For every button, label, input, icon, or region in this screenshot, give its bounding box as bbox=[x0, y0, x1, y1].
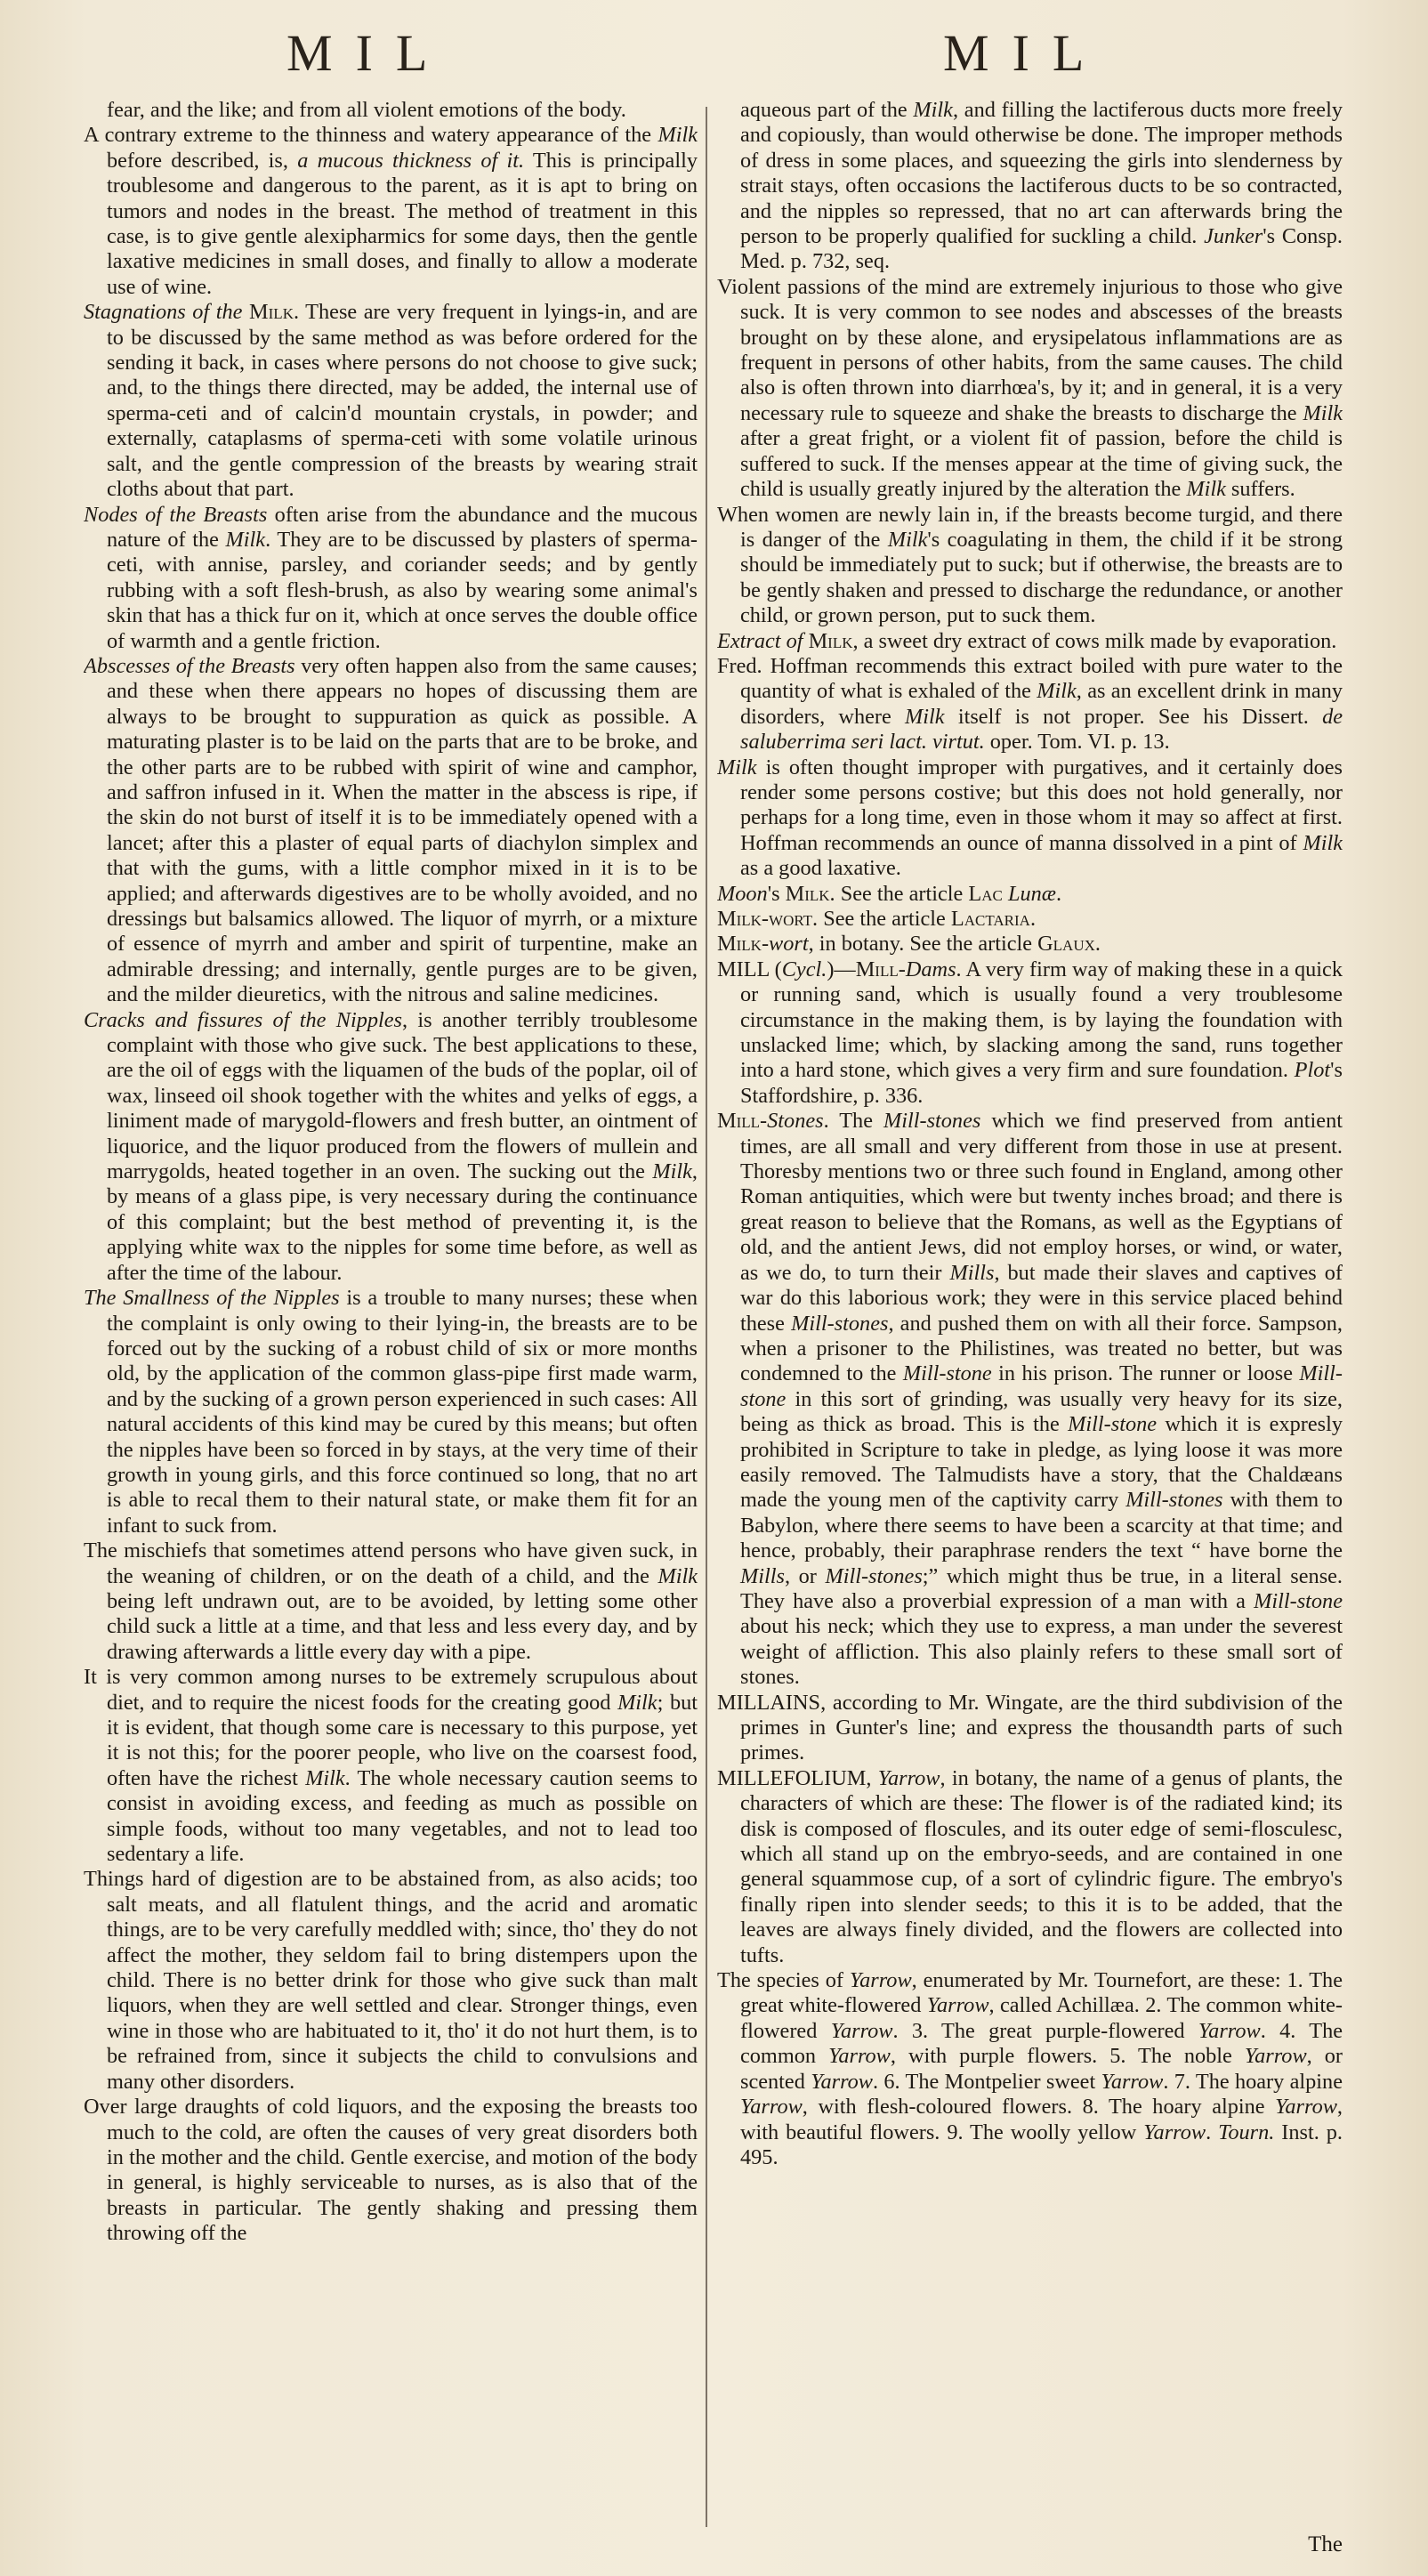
left-paragraph: A contrary extreme to the thinness and watery appearance of the Milk before described, is, a mucous thickness of it. This is principally troublesome and dangerous to the parent, as it is apt to bring on tumors and nodes in the breast. The method of treatment in this case, is to give gentle alexipharmics for some days, then the gentle laxative medicines in small doses, and finally to allow a moderate use of wine. bbox=[84, 123, 698, 299]
right-paragraph: MILLEFOLIUM, Yarrow, in botany, the name of a genus of plants, the characters of which are these: The flower is of the radiated kind; its disk is composed of floscules, and its outer edge of semi-flosculesc, which all stand up on the embryo-seeds, and are contained in one general squammose cup, of a sort of cylindric figure. The embryo's finally ripen into slender seeds; to this it is to be added, that the leaves are always finely divided, and the flowers are collected into tufts. bbox=[717, 1765, 1343, 1967]
right-text-column bbox=[717, 98, 1343, 2536]
right-paragraph: Milk-wort, in botany. See the article Glaux. bbox=[717, 932, 1101, 957]
right-paragraph: Mill-Stones. The Mill-stones which we find preserved from antient times, are all small and very different from those in use at present. Thoresby mentions two or three such found in England, among other Roman antiquities, which were but twenty inches broad; and there is great reason to believe that the Romans, as well as the Egyptians of old, and the antient Jews, did not employ horses, or wind, or water, as we do, to turn their Mills, but made their slaves and captives of war do this laborious work; they were in this service placed behind these Mill-stones, and pushed them on with all their force. Sampson, when a prisoner to the Philistines, was treated no better, but was condemned to the Mill-stone in his prison. The runner or loose Mill-stone in this sort of grinding, was usually very heavy for its size, being as thick as broad. This is the Mill-stone which it is expresly prohibited in Scripture to take in pledge, as lying loose it was more easily removed. The Talmudists have a story, that the Chaldæans made the young men of the captivity carry Mill-stones with them to Babylon, where there seems to have been a scarcity at that time; and hence, probably, their paraphrase renders the text “ have borne the Mills, or Mill-stones;” which might thus be true, in a literal sense. They have also a proverbial expression of a man with a Mill-stone about his neck; which they use to express, a man under the severest weight of affliction. This also plainly refers to these small sort of stones. bbox=[717, 1109, 1343, 1690]
left-paragraph: The Smallness of the Nipples is a trouble to many nurses; these when the complaint is only owing to their lying-in, the breasts are to be forced out by the sucking of a robust child of six or more months old, by the application of the common glass-pipe first made warm, and by the sucking of a grown person experienced in such cases: All natural accidents of this kind may be cured by this means; but often the nipples have been so forced in by stays, at the very time of their growth in young girls, and this force continued so long, that no art is able to recal them to their natural state, or make them fit for an infant to suck from. bbox=[84, 1286, 698, 1538]
left-paragraph: It is very common among nurses to be extremely scrupulous about diet, and to require the nicest foods for the creating good Milk; but it is evident, that though some care is necessary to this purpose, yet it is not this; for the poorer people, who live on the coarsest food, often have the richest Milk. The whole necessary caution seems to consist in avoiding excess, and feeding as much as possible on simple foods, without too many vegetables, and not to lead too sedentary a life. bbox=[84, 1665, 698, 1867]
right-paragraph: aqueous part of the Milk, and filling the lactiferous ducts more freely and copiously, than would otherwise be done. The improper methods of dress in some places, and squeezing the girls into slenderness by strait stays, often occasions the lactiferous ducts to be so contracted, and the nipples so repressed, that no art can afterwards bring the person to be properly qualified for suckling a child. Junker's Consp. Med. p. 732, seq. bbox=[740, 98, 1343, 274]
right-paragraph: MILLAINS, according to Mr. Wingate, are the third subdivision of the primes in Gunter's line; and express the thousandth parts of such primes. bbox=[717, 1690, 1343, 1765]
running-head-left: MIL bbox=[286, 24, 451, 82]
left-paragraph: Abscesses of the Breasts very often happen also from the same causes; and these when there appears no hopes of discussing them are always to be brought to suppuration as quick as possible. A maturating plaster is to be laid on the parts that are to be broke, and the other parts are to be rubbed with spirit of wine and camphor, and saffron infused in it. When the matter in the abscess is ripe, if the skin do not burst of itself it is to be immediately opened with a lancet; after this a plaster of equal parts of diachylon simplex and that with the gums, with a little comphor mixed in it is to be applied; and afterwards digestives are to be wholly avoided, and no dressings but balsamics allowed. The liquor of myrrh, or a mixture of essence of myrrh and amber and spirit of turpentine, make an admirable dressing; and internally, gentle purges are to be given, and the milder dieuretics, with the nitrous and saline medicines. bbox=[84, 653, 698, 1007]
left-paragraph: The mischiefs that sometimes attend persons who have given suck, in the weaning of children, or on the death of a child, and the Milk being left undrawn out, are to be avoided, by letting some other child suck a little at a time, and that less and less every day, and by drawing afterwards a little every day with a pipe. bbox=[84, 1538, 698, 1664]
right-paragraph: Milk-wort. See the article Lactaria. bbox=[717, 907, 1037, 931]
right-paragraph: The species of Yarrow, enumerated by Mr. Tournefort, are these: 1. The great white-flowered Yarrow, called Achillæa. 2. The common white-flowered Yarrow. 3. The great purple-flowered Yarrow. 4. The common Yarrow, with purple flowers. 5. The noble Yarrow, or scented Yarrow. 6. The Montpelier sweet Yarrow. 7. The hoary alpine Yarrow, with flesh-coloured flowers. 8. The hoary alpine Yarrow, with beautiful flowers. 9. The woolly yellow Yarrow. Tourn. Inst. p. 495. bbox=[717, 1968, 1343, 2169]
left-paragraph: Things hard of digestion are to be abstained from, as also acids; too salt meats, and all flatulent things, and the acrid and aromatic things, are to be very carefully meddled with; since, tho' they do not affect the mother, they seldom fail to bring distempers upon the child. There is no better drink for those who give suck than malt liquors, when they are well settled and clear. Stronger things, even wine in those who are habituated to it, tho' it do not hurt them, is to be refrained from, since it subjects the child to convulsions and many other disorders. bbox=[84, 1867, 698, 2094]
left-paragraph: Stagnations of the Milk. These are very frequent in lyings-in, and are to be discussed by the same method as was before ordered for the sending it back, in cases where persons do not choose to give suck; and, to the things there directed, may be added, the internal use of sperma-ceti and of calcin'd mountain crystals, in powder; and externally, cataplasms of sperma-ceti with some volatile urinous salt, and the gentle compression of the breasts by wearing strait cloths about that part. bbox=[84, 300, 698, 502]
right-paragraph: MILL (Cycl.)—Mill-Dams. A very firm way of making these in a quick or running sand, which is usually found a very troublesome circumstance in the making them, is by laying the foundation with unslacked lime; which, by slacking among the sand, runs together into a hard stone, which gives a very firm and sure foundation. Plot's Staffordshire, p. 336. bbox=[717, 957, 1343, 1108]
right-paragraph: Extract of Milk, a sweet dry extract of cows milk made by evaporation. bbox=[717, 628, 1337, 653]
right-paragraph: Milk is often thought improper with purgatives, and it certainly does render some persons costive; but this does not hold generally, nor perhaps for a long time, even in those whom it may so affect at first. Hoffman recommends an ounce of manna dissolved in a pint of Milk as a good laxative. bbox=[717, 755, 1343, 881]
catchword: The bbox=[1308, 2532, 1343, 2556]
right-paragraph: When women are newly lain in, if the breasts become turgid, and there is danger of the Milk's coagulating in them, the child if it be strong should be immediately put to suck; but if otherwise, the breasts are to be gently shaken and pressed to discharge the redundance, or another child, or grown person, put to suck them. bbox=[717, 502, 1343, 628]
running-head-right: MIL bbox=[943, 24, 1108, 82]
left-paragraph: Nodes of the Breasts often arise from the abundance and the mucous nature of the Milk. They are to be discussed by plasters of sperma-ceti, with annise, parsley, and coriander seeds; and by gently rubbing with a soft flesh-brush, as also by wearing some animal's skin that has a thick fur on it, which at once serves the double office of warmth and a gentle friction. bbox=[84, 502, 698, 653]
left-paragraph: Cracks and fissures of the Nipples, is another terribly troublesome complaint with those who give suck. The best applications to these, are the oil of eggs with the liquamen of the buds of the poplar, oil of wax, linseed oil shook together with the whites and yelks of eggs, a liniment made of marygold-flowers and fresh butter, an ointment of liquorice, and the liquor produced from the flowers of mullein and marrygolds, heated together in an oven. The sucking out the Milk, by means of a glass pipe, is very necessary during the continuance of this complaint; but the best method of preventing it, is the applying white wax to the nipples for some time before, as well as after the time of the labour. bbox=[84, 1007, 698, 1285]
column-divider bbox=[706, 107, 707, 2527]
left-paragraph: Over large draughts of cold liquors, and the exposing the breasts too much to the cold, are often the causes of very great disorders both in the mother and the child. Gentle exercise, and motion of the body in general, is highly serviceable to nurses, as is also that of the breasts in particular. The gently shaking and pressing them throwing off the bbox=[84, 2095, 698, 2246]
right-paragraph: Fred. Hoffman recommends this extract boiled with pure water to the quantity of what is exhaled of the Milk, as an excellent drink in many disorders, where Milk itself is not proper. See his Dissert. de saluberrima seri lact. virtut. oper. Tom. VI. p. 13. bbox=[717, 653, 1343, 755]
left-text-column bbox=[84, 98, 698, 2536]
right-paragraph: Moon's Milk. See the article Lac Lunæ. bbox=[717, 881, 1062, 906]
right-paragraph: Violent passions of the mind are extremely injurious to those who give suck. It is very common to see nodes and abscesses of the breasts brought on by these alone, and erysipelatous inflammations are as frequent in persons of other habits, from the same causes. The child also is often thrown into diarrhœa's, by it; and in general, it is a very necessary rule to squeeze and shake the breasts to discharge the Milk after a great fright, or a violent fit of passion, before the child is suffered to suck. If the menses appear at the time of giving suck, the child is usually greatly injured by the alteration the Milk suffers. bbox=[717, 274, 1343, 502]
left-paragraph: fear, and the like; and from all violent emotions of the body. bbox=[107, 98, 626, 122]
